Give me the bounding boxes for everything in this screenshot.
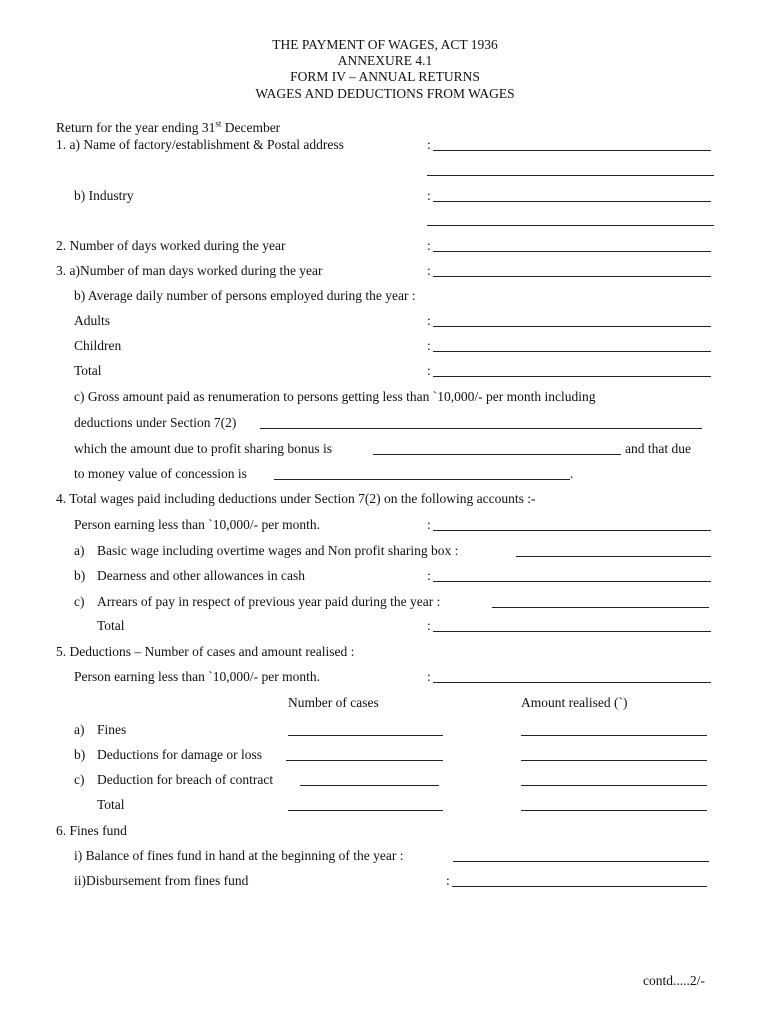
person-earning-label: Person earning less than `10,000/- per month. (74, 669, 320, 684)
number-of-cases-header: Number of cases (288, 695, 379, 710)
colon: : (427, 263, 431, 278)
colon: : (427, 313, 431, 328)
colon: : (427, 238, 431, 253)
basic-wage-field[interactable] (516, 556, 711, 557)
basic-wage-label: Basic wage including overtime wages and Non profit sharing box : (97, 543, 459, 558)
return-year-label: Return for the year ending 31st December (56, 118, 281, 135)
industry-label: b) Industry (74, 188, 134, 203)
gross-amount-label: c) Gross amount paid as renumeration to persons getting less than `10,000/- per month including (74, 389, 596, 404)
breach-contract-cases-field[interactable] (300, 785, 439, 786)
profit-bonus-label: which the amount due to profit sharing bonus is (74, 441, 332, 456)
amount-realised-header: Amount realised (`) (521, 695, 628, 710)
children-field[interactable] (433, 351, 711, 352)
fines-label: Fines (97, 722, 127, 737)
deductions-7-2-label: deductions under Section 7(2) (74, 415, 237, 430)
total-persons-field[interactable] (433, 376, 711, 377)
total-persons-label: Total (74, 363, 102, 378)
colon: : (427, 363, 431, 378)
wages-total-label: Total (97, 618, 125, 633)
annexure-title: ANNEXURE 4.1 (337, 53, 433, 68)
concession-period: . (570, 466, 574, 481)
deductions-7-2-field[interactable] (260, 428, 702, 429)
colon: : (427, 338, 431, 353)
colon: : (427, 568, 431, 583)
item-mark: c) (74, 772, 85, 787)
person-earning-field-5[interactable] (433, 682, 711, 683)
colon: : (427, 669, 431, 684)
item-mark: b) (74, 568, 86, 583)
concession-label: to money value of concession is (74, 466, 247, 481)
arrears-field[interactable] (492, 607, 709, 608)
item-mark: a) (74, 722, 85, 737)
fines-balance-field[interactable] (453, 861, 709, 862)
item-mark: c) (74, 594, 85, 609)
man-days-field[interactable] (433, 276, 711, 277)
adults-field[interactable] (433, 326, 711, 327)
person-earning-field[interactable] (433, 530, 711, 531)
person-earning-label: Person earning less than `10,000/- per month. (74, 517, 320, 532)
fines-fund-title: 6. Fines fund (56, 823, 127, 838)
breach-contract-amount-field[interactable] (521, 785, 707, 786)
colon: : (427, 137, 431, 152)
total-amount-field[interactable] (521, 810, 707, 811)
fines-amount-field[interactable] (521, 735, 707, 736)
industry-field[interactable] (433, 201, 711, 202)
deductions-title: 5. Deductions – Number of cases and amount realised : (56, 644, 355, 659)
days-worked-field[interactable] (433, 251, 711, 252)
fines-cases-field[interactable] (288, 735, 443, 736)
dearness-allowance-label: Dearness and other allowances in cash (97, 568, 306, 583)
children-label: Children (74, 338, 122, 353)
industry-field-line2[interactable] (427, 225, 714, 226)
adults-label: Adults (74, 313, 111, 328)
factory-address-field[interactable] (427, 175, 714, 176)
colon: : (427, 517, 431, 532)
factory-name-label: 1. a) Name of factory/establishment & Postal address (56, 137, 344, 152)
disbursement-field[interactable] (452, 886, 707, 887)
factory-name-field[interactable] (433, 150, 711, 151)
deductions-total-label: Total (97, 797, 125, 812)
colon: : (427, 188, 431, 203)
arrears-label: Arrears of pay in respect of previous year paid during the year : (97, 594, 441, 609)
avg-persons-label: b) Average daily number of persons employed during the year : (74, 288, 416, 303)
damage-loss-cases-field[interactable] (286, 760, 443, 761)
item-mark: a) (74, 543, 85, 558)
colon: : (446, 873, 450, 888)
colon: : (427, 618, 431, 633)
act-title: THE PAYMENT OF WAGES, ACT 1936 (272, 37, 498, 52)
damage-loss-label: Deductions for damage or loss (97, 747, 262, 762)
concession-field[interactable] (274, 479, 570, 480)
profit-bonus-field[interactable] (373, 454, 621, 455)
wages-total-field[interactable] (433, 631, 711, 632)
item-mark: b) (74, 747, 86, 762)
continued-note: contd.....2/- (643, 973, 705, 988)
total-cases-field[interactable] (288, 810, 443, 811)
form-title: FORM IV – ANNUAL RETURNS (290, 69, 480, 84)
total-wages-title: 4. Total wages paid including deductions under Section 7(2) on the following accounts :- (56, 491, 536, 506)
dearness-allowance-field[interactable] (433, 581, 711, 582)
subject-title: WAGES AND DEDUCTIONS FROM WAGES (255, 86, 515, 101)
damage-loss-amount-field[interactable] (521, 760, 707, 761)
days-worked-label: 2. Number of days worked during the year (56, 238, 286, 253)
man-days-label: 3. a)Number of man days worked during the year (56, 263, 323, 278)
breach-contract-label: Deduction for breach of contract (97, 772, 274, 787)
disbursement-label: ii)Disbursement from fines fund (74, 873, 249, 888)
fines-balance-label: i) Balance of fines fund in hand at the beginning of the year : (74, 848, 404, 863)
and-that-due-label: and that due (625, 441, 691, 456)
